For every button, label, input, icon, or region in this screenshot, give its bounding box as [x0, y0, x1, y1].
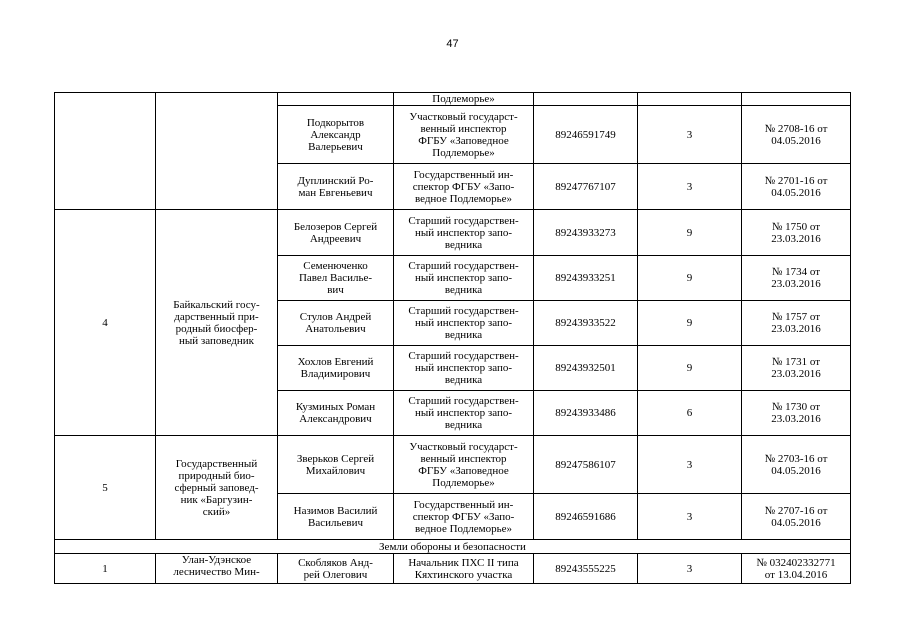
- cell-phone: 89243933273: [534, 210, 638, 256]
- cell-name: Дуплинский Ро- ман Евгеньевич: [278, 164, 394, 210]
- cell-position: Старший государствен- ный инспектор запо- ведника: [394, 391, 534, 436]
- cell-number: [55, 93, 156, 210]
- cell-name: Кузминых Роман Александрович: [278, 391, 394, 436]
- cell-order: [742, 93, 851, 106]
- cell-count: 9: [638, 210, 742, 256]
- cell-name: [278, 93, 394, 106]
- cell-count: 3: [638, 494, 742, 540]
- cell-order: № 1757 от 23.03.2016: [742, 301, 851, 346]
- cell-order: № 2707-16 от 04.05.2016: [742, 494, 851, 540]
- cell-position: Старший государствен- ный инспектор запо- ведника: [394, 210, 534, 256]
- cell-count: 9: [638, 301, 742, 346]
- cell-order: № 2708-16 от 04.05.2016: [742, 106, 851, 164]
- cell-organization: Государственный природный био- сферный заповед- ник «Баргузин- ский»: [156, 436, 278, 540]
- cell-position: Старший государствен- ный инспектор запо- ведника: [394, 346, 534, 391]
- inspectors-table: [54, 92, 851, 584]
- cell-name: Семенюченко Павел Василье- вич: [278, 256, 394, 301]
- cell-order: № 1730 от 23.03.2016: [742, 391, 851, 436]
- cell-number: 5: [55, 436, 156, 540]
- cell-position: Начальник ПХС II типа Кяхтинского участка: [394, 554, 534, 584]
- cell-order: № 2701-16 от 04.05.2016: [742, 164, 851, 210]
- cell-order: № 1731 от 23.03.2016: [742, 346, 851, 391]
- cell-position: Государственный ин- спектор ФГБУ «Запо- ведное Подлеморье»: [394, 494, 534, 540]
- cell-name: Зверьков Сергей Михайлович: [278, 436, 394, 494]
- cell-count: 6: [638, 391, 742, 436]
- cell-phone: 89247767107: [534, 164, 638, 210]
- cell-phone: 89243933251: [534, 256, 638, 301]
- cell-position: Участковый государст- венный инспектор ФГБУ «Заповедное Подлеморье»: [394, 106, 534, 164]
- cell-position: Старший государствен- ный инспектор запо- ведника: [394, 256, 534, 301]
- cell-name: Хохлов Евгений Владимирович: [278, 346, 394, 391]
- cell-order: № 1734 от 23.03.2016: [742, 256, 851, 301]
- table-row: [55, 210, 851, 256]
- cell-count: [638, 93, 742, 106]
- cell-order: № 1750 от 23.03.2016: [742, 210, 851, 256]
- cell-count: 9: [638, 256, 742, 301]
- cell-number: 4: [55, 210, 156, 436]
- section-header: Земли обороны и безопасности: [55, 540, 851, 554]
- cell-position: Участковый государст- венный инспектор ФГБУ «Заповедное Подлеморье»: [394, 436, 534, 494]
- cell-phone: 89246591686: [534, 494, 638, 540]
- cell-phone: [534, 93, 638, 106]
- cell-count: 3: [638, 554, 742, 584]
- table-row: [55, 554, 851, 584]
- cell-phone: 89243932501: [534, 346, 638, 391]
- cell-count: 3: [638, 106, 742, 164]
- cell-name: Скобляков Анд- рей Олегович: [278, 554, 394, 584]
- cell-order: № 2703-16 от 04.05.2016: [742, 436, 851, 494]
- cell-phone: 89243933486: [534, 391, 638, 436]
- cell-number: 1: [55, 554, 156, 584]
- table-row: [55, 436, 851, 494]
- cell-organization: [156, 93, 278, 210]
- cell-count: 3: [638, 164, 742, 210]
- page-number: 47: [446, 38, 459, 50]
- cell-phone: 89243933522: [534, 301, 638, 346]
- cell-count: 9: [638, 346, 742, 391]
- cell-name: Белозеров Сергей Андреевич: [278, 210, 394, 256]
- table-row: [55, 93, 851, 106]
- cell-organization: Байкальский госу- дарственный при- родный биосфер- ный заповедник: [156, 210, 278, 436]
- cell-name: Подкорытов Александр Валерьевич: [278, 106, 394, 164]
- cell-count: 3: [638, 436, 742, 494]
- cell-organization: Улан-Удэнское лесничество Мин-: [156, 554, 278, 584]
- cell-phone: 89243555225: [534, 554, 638, 584]
- section-header-row: [55, 540, 851, 554]
- cell-position: Подлеморье»: [394, 93, 534, 106]
- cell-phone: 89246591749: [534, 106, 638, 164]
- cell-order: № 032402332771 от 13.04.2016: [742, 554, 851, 584]
- cell-phone: 89247586107: [534, 436, 638, 494]
- cell-position: Государственный ин- спектор ФГБУ «Запо- ведное Подлеморье»: [394, 164, 534, 210]
- cell-name: Назимов Василий Васильевич: [278, 494, 394, 540]
- cell-position: Старший государствен- ный инспектор запо- ведника: [394, 301, 534, 346]
- cell-name: Стулов Андрей Анатольевич: [278, 301, 394, 346]
